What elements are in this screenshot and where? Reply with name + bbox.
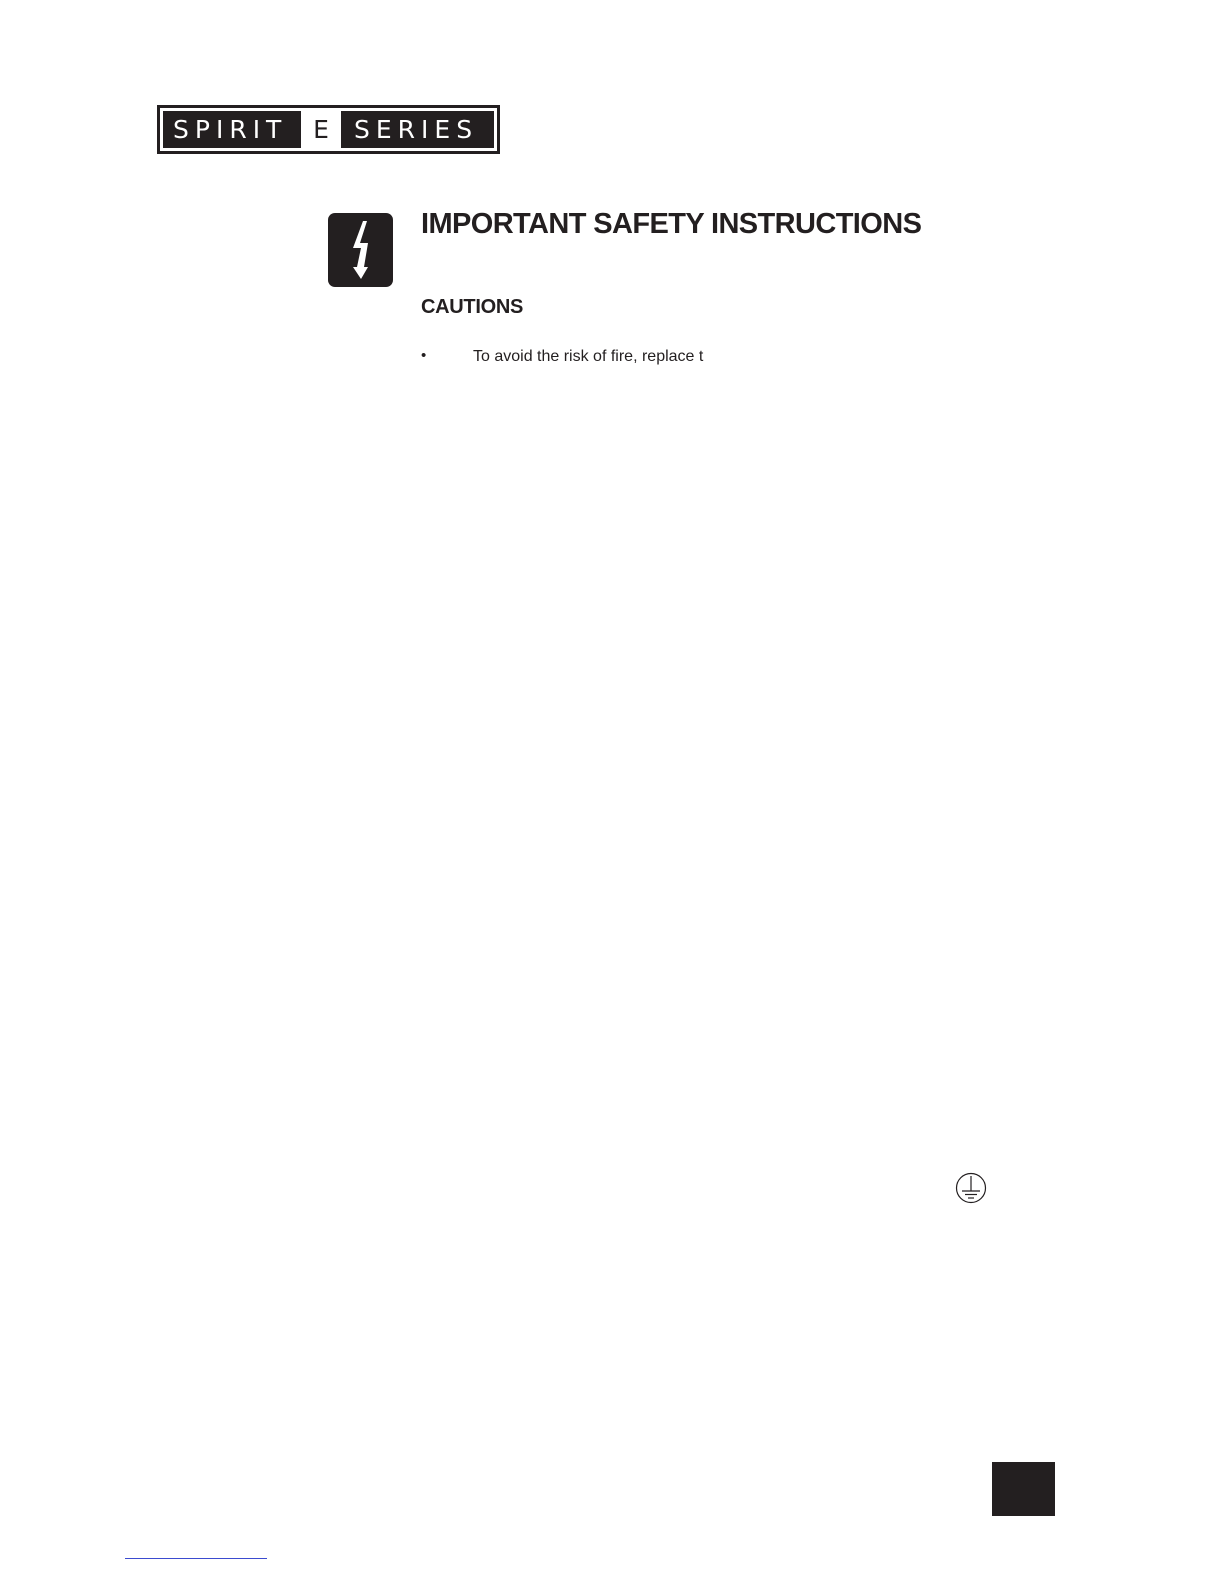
logo-word-spirit: SPIRIT: [173, 115, 288, 144]
protective-earth-ground-icon: [955, 1172, 987, 1204]
brand-logo: [157, 105, 500, 154]
logo-word-series: SERIES: [354, 115, 479, 144]
page-number-tab: [992, 1462, 1055, 1516]
page-title: IMPORTANT SAFETY INSTRUCTIONS: [421, 208, 922, 240]
section-title-cautions: CAUTIONS: [421, 296, 524, 318]
footer-rule: [125, 1558, 267, 1559]
lightning-bolt-icon: [328, 213, 393, 287]
brand-logo-plate: [163, 111, 494, 148]
caution-item: To avoid the risk of fire, replace t: [473, 348, 704, 365]
list-bullet: •: [421, 347, 427, 364]
logo-letter-e: E: [301, 111, 341, 148]
